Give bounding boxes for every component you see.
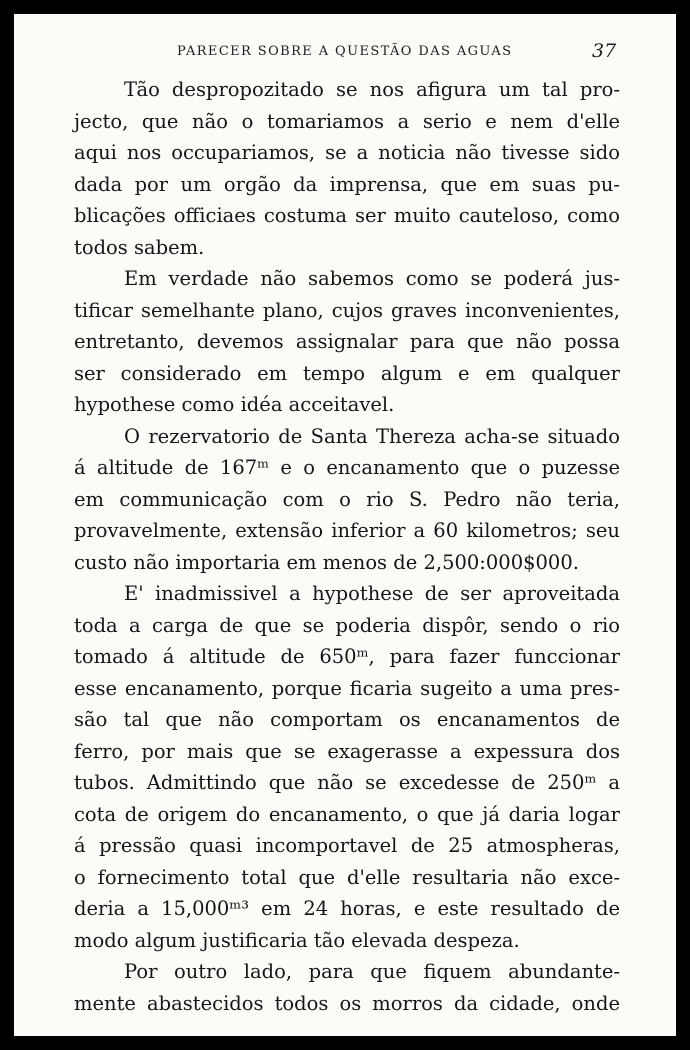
page-number: 37 — [592, 40, 617, 62]
text-line: tomado á altitude de 650ᵐ, para fazer funccionar — [74, 645, 620, 668]
text-line: mente abastecidos todos os morros da cidade, onde — [74, 991, 620, 1015]
text-line: são tal que não comportam os encanamentos de — [74, 708, 620, 731]
text-line: Por outro lado, para que fiquem abundante- — [124, 960, 620, 983]
text-line: toda a carga de que se poderia dispôr, sendo o rio — [74, 613, 620, 637]
text-line: tubos. Admittindo que não se excedesse de 250ᵐ a — [74, 771, 620, 794]
text-line: cota de origem do encanamento, o que já daria logar — [74, 802, 620, 826]
page-header — [14, 40, 676, 74]
text-line: Tão despropozitado se nos afigura um tal pro- — [124, 78, 620, 101]
text-line: provavelmente, extensão inferior a 60 kilometros; seu — [74, 519, 620, 542]
text-line: O rezervatorio de Santa Thereza acha-se situado — [124, 424, 620, 448]
text-line: modo algum justificaria tão elevada despeza. — [74, 928, 520, 952]
text-line: tificar semelhante plano, cujos graves inconvenientes, — [74, 298, 620, 322]
text-line: em communicação com o rio S. Pedro não teria, — [74, 487, 620, 511]
text-line: custo não importaria em menos de 2,500:000$000. — [74, 550, 579, 574]
text-line: todos sabem. — [74, 235, 205, 259]
running-title: PARECER SOBRE A QUESTÃO DAS AGUAS — [177, 44, 513, 59]
book-page — [14, 14, 676, 1036]
text-line: entretanto, devemos assignalar para que não possa — [74, 330, 620, 353]
text-line: aqui nos occupariamos, se a noticia não tivesse sido — [74, 141, 620, 164]
text-line: jecto, que não o tomariamos a serio e nem d'elle — [74, 109, 620, 133]
text-line: Em verdade não sabemos como se poderá jus- — [124, 267, 620, 290]
text-line: deria a 15,000ᵐ³ em 24 horas, e este resultado de — [74, 897, 620, 920]
text-line: á pressão quasi incomportavel de 25 atmospheras, — [74, 834, 620, 857]
body-text — [74, 74, 620, 1019]
text-line: ferro, por mais que se exagerasse a expessura dos — [74, 739, 620, 763]
text-line: E' inadmissivel a hypothese de ser aproveitada — [124, 582, 620, 605]
text-line: blicações officiaes costuma ser muito cauteloso, como — [74, 204, 620, 227]
text-line: dada por um orgão da imprensa, que em suas pu- — [74, 172, 620, 196]
text-line: o fornecimento total que d'elle resultaria não exce- — [74, 865, 620, 889]
text-line: ser considerado em tempo algum e em qualquer — [74, 361, 620, 385]
text-line: á altitude de 167ᵐ e o encanamento que o puzesse — [74, 456, 620, 479]
text-line: hypothese como idéa acceitavel. — [74, 393, 395, 416]
text-line: esse encanamento, porque ficaria sugeito a uma pres- — [74, 676, 620, 700]
